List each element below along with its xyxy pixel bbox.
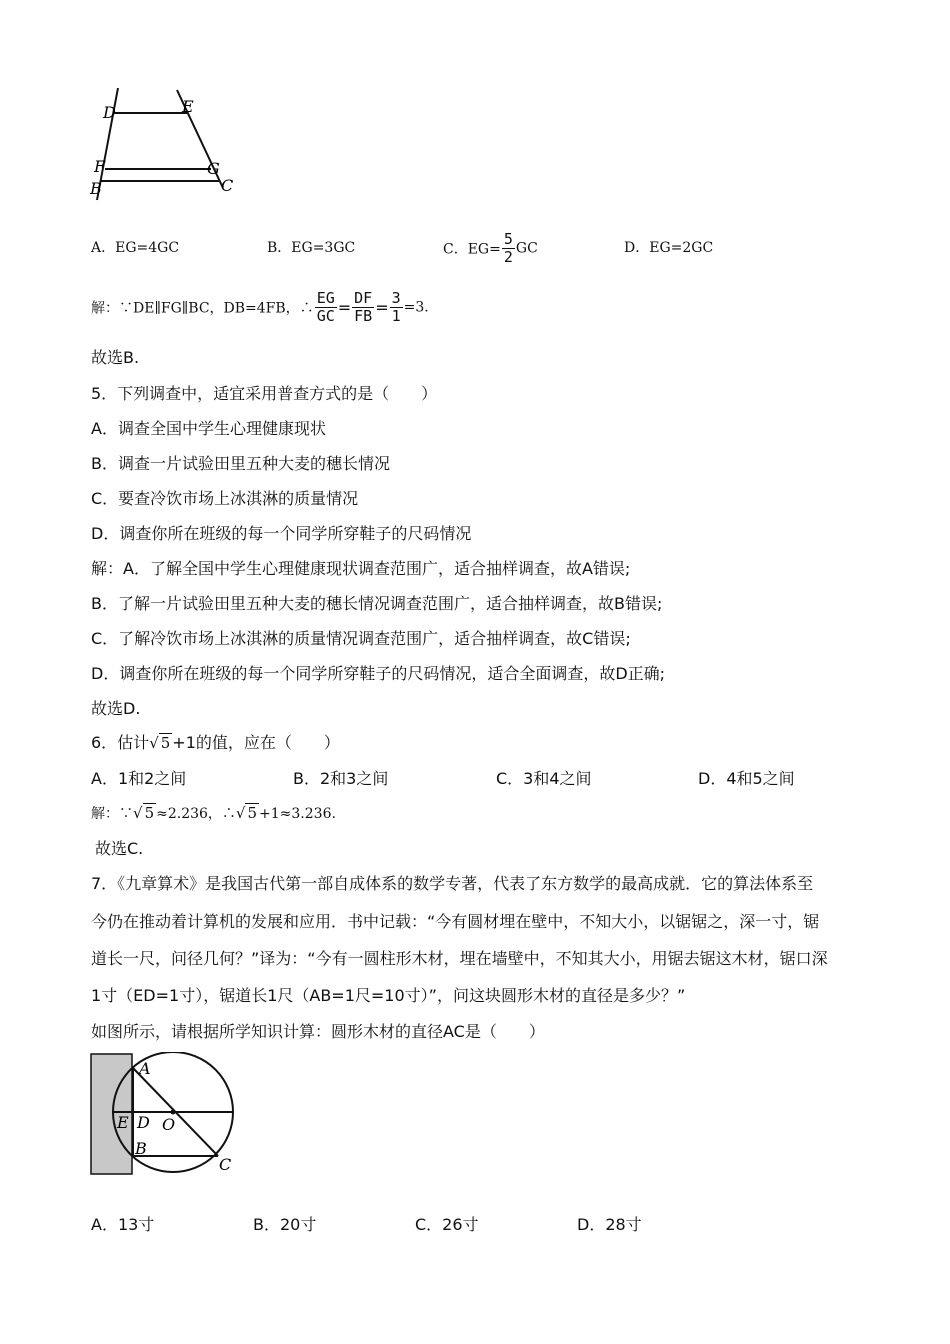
q6-answer: 故选C. bbox=[95, 839, 144, 858]
q7-line-5: 如图所示，请根据所学知识计算：圆形木材的直径AC是（ ） bbox=[91, 1022, 545, 1041]
q5-solution-d: D．调查你所在班级的每一个同学所穿鞋子的尺码情况，适合全面调查，故D正确; bbox=[91, 664, 666, 683]
label-a: A bbox=[139, 1059, 151, 1078]
q7-line-4: 1寸（ED=1寸），锯道长1尺（AB=1尺=10寸）”，问这块圆形木材的直径是多少？” bbox=[91, 986, 686, 1005]
q5-answer: 故选D. bbox=[91, 699, 141, 718]
sqrt-symbol: √ 5 bbox=[149, 734, 171, 752]
circle-wall-figure bbox=[85, 1052, 245, 1182]
q7-option-c: C．26寸 bbox=[415, 1215, 479, 1234]
label-c: C bbox=[221, 176, 234, 195]
label-o: O bbox=[162, 1115, 176, 1134]
q4-answer: 故选B. bbox=[91, 348, 140, 367]
q5-solution-a: 解：A．了解全国中学生心理健康现状调查范围广，适合抽样调查，故A错误; bbox=[91, 559, 631, 578]
q5-solution-b: B．了解一片试验田里五种大麦的穗长情况调查范围广，适合抽样调查，故B错误; bbox=[91, 594, 663, 613]
label-c: C bbox=[219, 1155, 232, 1174]
q6-solution: 解：∵√ 5 ≈2.236，∴√ 5 +1≈3.236. bbox=[91, 804, 336, 822]
label-e: E bbox=[182, 97, 194, 116]
q4-option-c: C．EG= $\frac{5}{2}$ GC bbox=[443, 230, 538, 266]
label-b: B bbox=[135, 1139, 147, 1158]
label-d: D bbox=[103, 103, 116, 122]
label-d: D bbox=[137, 1113, 150, 1132]
q7-line-1: 7．《九章算术》是我国古代第一部自成体系的数学专著，代表了东方数学的最高成就．它的算法体系至 bbox=[91, 874, 814, 893]
label-b: B bbox=[90, 179, 102, 198]
q7-option-d: D．28寸 bbox=[577, 1215, 642, 1234]
q4-option-a: A．EG=4GC bbox=[91, 240, 180, 256]
q7-option-b: B．20寸 bbox=[253, 1215, 317, 1234]
center-point bbox=[171, 1110, 176, 1115]
q7-line-2: 今仍在推动着计算机的发展和应用．书中记载：“今有圆材埋在壁中，不知大小，以锯锯之，深一寸，锯 bbox=[91, 912, 820, 931]
q4-option-d: D．EG=2GC bbox=[624, 240, 714, 256]
q6-option-a: A．1和2之间 bbox=[91, 769, 187, 788]
q7-option-a: A．13寸 bbox=[91, 1215, 155, 1234]
q5-option-a: A．调查全国中学生心理健康现状 bbox=[91, 419, 326, 438]
label-g: G bbox=[207, 159, 220, 178]
label-f: F bbox=[94, 157, 106, 176]
q4-option-b: B．EG=3GC bbox=[267, 240, 356, 256]
trapezoid-figure bbox=[85, 88, 245, 213]
q6-option-b: B．2和3之间 bbox=[293, 769, 389, 788]
q7-line-3: 道长一尺，问径几何？”译为：“今有一圆柱形木材，埋在墙壁中，不知其大小，用锯去锯这木材，锯口深 bbox=[91, 949, 828, 968]
q6-option-c: C．3和4之间 bbox=[496, 769, 592, 788]
q5-option-c: C．要查冷饮市场上冰淇淋的质量情况 bbox=[91, 489, 359, 508]
q4-solution: 解：∵DE∥FG∥BC，DB=4FB，∴ $\frac{EG}{GC}$ = $\frac{DF}{FB}$ = $\frac{3}{1}$ =3. bbox=[91, 289, 429, 325]
q5-stem: 5．下列调查中，适宜采用普查方式的是（ ） bbox=[91, 384, 438, 403]
q5-solution-c: C．了解冷饮市场上冰淇淋的质量情况调查范围广，适合抽样调查，故C错误; bbox=[91, 629, 631, 648]
q6-option-d: D．4和5之间 bbox=[698, 769, 795, 788]
label-e: E bbox=[117, 1113, 129, 1132]
q6-stem: 6．估计√ 5 +1的值，应在（ ） bbox=[91, 733, 340, 752]
q5-option-b: B．调查一片试验田里五种大麦的穗长情况 bbox=[91, 454, 390, 473]
q5-option-d: D．调查你所在班级的每一个同学所穿鞋子的尺码情况 bbox=[91, 524, 472, 543]
